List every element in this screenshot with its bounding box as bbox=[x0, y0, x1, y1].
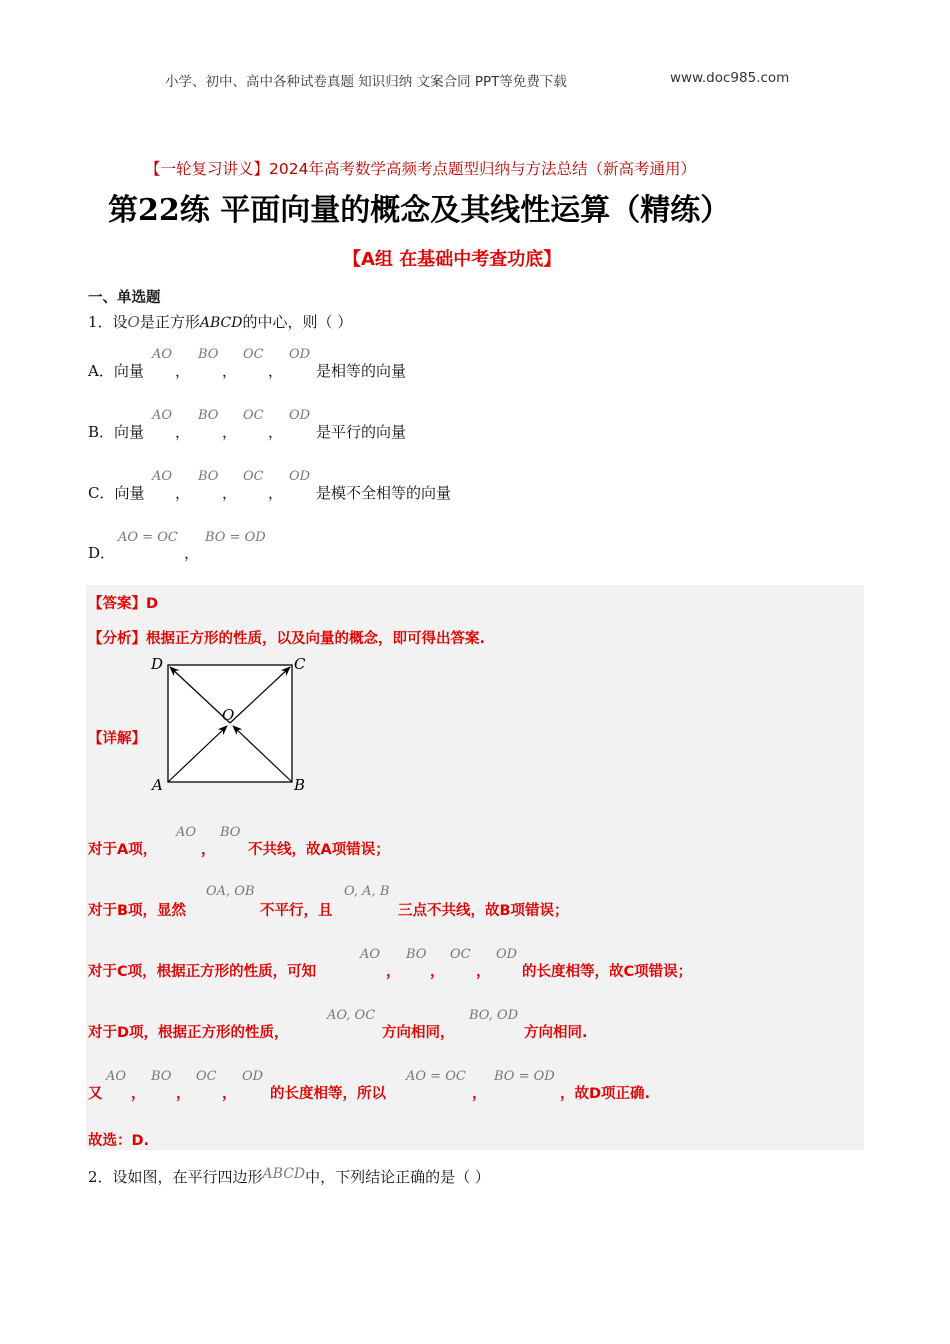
explain-b-pre: 对于B项，显然 bbox=[88, 903, 187, 919]
vector-ao: AO bbox=[152, 408, 173, 423]
explain-a-pre: 对于A项， bbox=[88, 842, 158, 858]
vector-ao: AO bbox=[176, 825, 197, 840]
comma: ， bbox=[386, 964, 401, 980]
explain-a-post: 不共线，故A项错误； bbox=[248, 842, 390, 858]
vector-od: OD bbox=[496, 947, 518, 962]
vector-od: OD bbox=[289, 469, 311, 484]
stem-text: 中，下列结论正确的是（ ） bbox=[305, 1168, 490, 1186]
vector-oc: OC bbox=[196, 1069, 217, 1084]
vector-od: OD bbox=[289, 408, 311, 423]
comma: ， bbox=[222, 1086, 237, 1102]
comma: ， bbox=[472, 1086, 487, 1102]
equation-ao-oc: AO = OC bbox=[406, 1069, 466, 1084]
section-heading: 一、单选题 bbox=[88, 290, 161, 306]
vector-bo: BO bbox=[198, 347, 219, 362]
comma: ， bbox=[201, 842, 216, 858]
comma: ， bbox=[175, 484, 191, 502]
point-label-d: D bbox=[151, 655, 164, 673]
vector-oc: OC bbox=[243, 347, 264, 362]
equation-ao-oc: AO = OC bbox=[118, 530, 178, 545]
point-label-b: B bbox=[294, 776, 306, 792]
option-letter: B． bbox=[88, 423, 115, 441]
vector-oc: OC bbox=[243, 469, 264, 484]
comma: ， bbox=[176, 1086, 191, 1102]
option-a[interactable] bbox=[88, 360, 144, 381]
math-ao-oc: AO, OC bbox=[327, 1008, 376, 1023]
explain-e-pre: 又 bbox=[88, 1086, 103, 1102]
point-o: O bbox=[127, 313, 140, 331]
explain-d-post: 方向相同. bbox=[524, 1025, 588, 1041]
explain-b-post: 三点不共线，故B项错误； bbox=[398, 903, 569, 919]
vector-ao: AO bbox=[360, 947, 381, 962]
vector-ao: AO bbox=[152, 347, 173, 362]
series-title: 【一轮复习讲义】2024年高考数学高频考点题型归纳与方法总结（新高考通用） bbox=[145, 160, 696, 178]
vector-od: OD bbox=[289, 347, 311, 362]
vector-oc: OC bbox=[450, 947, 471, 962]
comma: ， bbox=[268, 484, 284, 502]
comma: ， bbox=[131, 1086, 146, 1102]
question-2-stem bbox=[88, 1166, 490, 1187]
math-oa-ob: OA, OB bbox=[206, 884, 255, 899]
vector-ao: AO bbox=[106, 1069, 127, 1084]
question-1-stem bbox=[88, 311, 352, 332]
math-bo-od: BO, OD bbox=[469, 1008, 519, 1023]
comma: ， bbox=[175, 423, 191, 441]
explain-b-mid: 不平行，且 bbox=[260, 903, 333, 919]
page-title: 第22练 平面向量的概念及其线性运算（精练） bbox=[108, 193, 731, 228]
stem-text: 是正方形 bbox=[139, 313, 200, 331]
vector-od: OD bbox=[242, 1069, 264, 1084]
comma: ， bbox=[430, 964, 445, 980]
point-label-o: O bbox=[222, 706, 235, 724]
comma: ， bbox=[268, 362, 284, 380]
comma: ， bbox=[175, 362, 191, 380]
point-label-c: C bbox=[294, 655, 306, 673]
option-suffix: 是模不全相等的向量 bbox=[316, 484, 452, 502]
option-suffix: 是相等的向量 bbox=[316, 362, 407, 380]
explain-d-pre: 对于D项，根据正方形的性质， bbox=[88, 1025, 289, 1041]
vector-ao: AO bbox=[152, 469, 173, 484]
site-url[interactable]: www.doc985.com bbox=[670, 70, 790, 86]
group-heading: 【A组 在基础中考查功底】 bbox=[343, 249, 562, 270]
option-prefix: 向量 bbox=[113, 362, 144, 380]
answer-label: 【答案】D bbox=[88, 596, 159, 612]
vector-bo: BO bbox=[198, 408, 219, 423]
square-name: ABCD bbox=[199, 315, 243, 331]
vector-bo: BO bbox=[198, 469, 219, 484]
analysis-text: 【分析】根据正方形的性质，以及向量的概念，即可得出答案. bbox=[88, 631, 486, 647]
square-diagram bbox=[148, 652, 328, 792]
option-letter: A． bbox=[88, 362, 114, 380]
option-letter: C． bbox=[88, 484, 115, 502]
equation-bo-od: BO = OD bbox=[205, 530, 266, 545]
conclusion: 故选：D. bbox=[88, 1133, 150, 1149]
vector-bo: BO bbox=[406, 947, 427, 962]
stem-text: 1．设 bbox=[88, 313, 128, 331]
vector-oc: OC bbox=[243, 408, 264, 423]
site-header-text: 小学、初中、高中各种试卷真题 知识归纳 文案合同 PPT等免费下载 bbox=[165, 74, 567, 90]
comma: ， bbox=[184, 544, 200, 562]
parallelogram-name: ABCD bbox=[262, 1166, 306, 1182]
option-c[interactable] bbox=[88, 482, 145, 503]
option-prefix: 向量 bbox=[114, 423, 145, 441]
equation-bo-od: BO = OD bbox=[494, 1069, 555, 1084]
comma: ， bbox=[268, 423, 284, 441]
comma: ， bbox=[222, 484, 238, 502]
comma: ， bbox=[476, 964, 491, 980]
explain-e-mid: 的长度相等，所以 bbox=[270, 1086, 386, 1102]
vector-bo: BO bbox=[151, 1069, 172, 1084]
comma: ， bbox=[222, 362, 238, 380]
option-b[interactable] bbox=[88, 421, 144, 442]
comma: ， bbox=[222, 423, 238, 441]
explain-d-mid: 方向相同， bbox=[382, 1025, 455, 1041]
point-label-a: A bbox=[152, 776, 163, 792]
vector-bo: BO bbox=[220, 825, 241, 840]
stem-text: 的中心，则（ ） bbox=[242, 313, 353, 331]
option-prefix: 向量 bbox=[114, 484, 145, 502]
detail-label: 【详解】 bbox=[88, 731, 146, 747]
explain-c-post: 的长度相等，故C项错误； bbox=[522, 964, 693, 980]
math-o-a-b: O, A, B bbox=[344, 884, 390, 899]
stem-text: 2．设如图，在平行四边形 bbox=[88, 1168, 263, 1186]
explain-e-post: ，故D项正确. bbox=[560, 1086, 651, 1102]
explain-c-pre: 对于C项，根据正方形的性质，可知 bbox=[88, 964, 317, 980]
option-d[interactable]: D． bbox=[88, 544, 116, 562]
option-suffix: 是平行的向量 bbox=[316, 423, 407, 441]
